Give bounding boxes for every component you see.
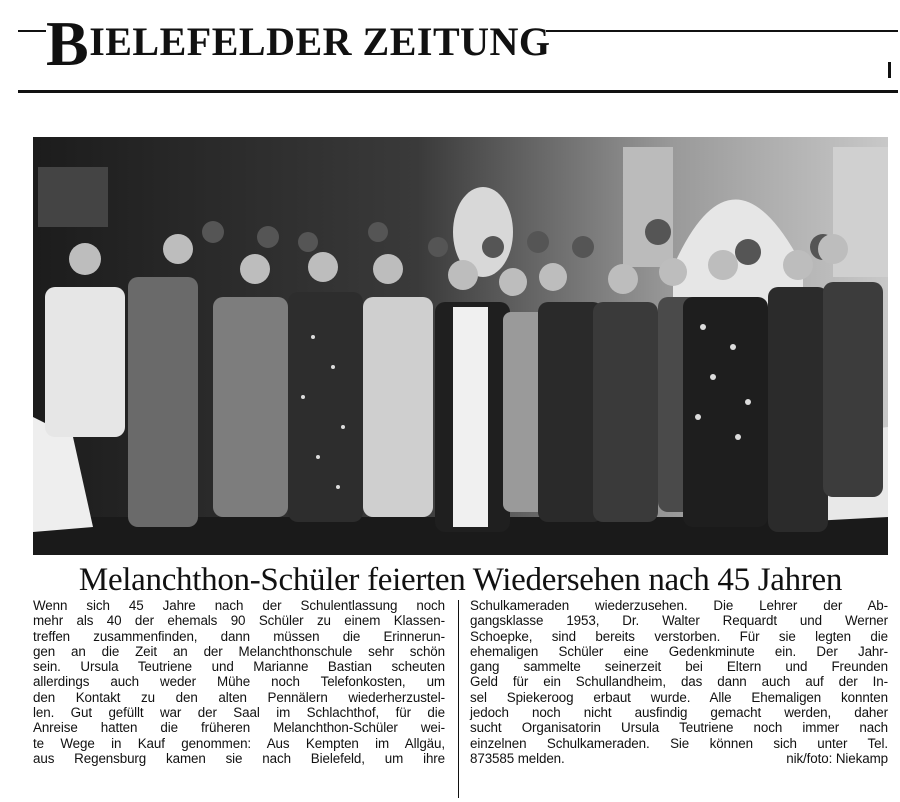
newspaper-masthead [46,8,551,79]
article-text-line: gen an die Zeit an der Melanchthonschule sehr schön [33,643,445,659]
article-text-line: len. Gut gefüllt war der Saal im Schlachthof, für die [33,705,445,721]
article-text-line: allerdings auch weder Mühe noch Telefonkosten, um [33,674,445,690]
group-photo-image [33,137,888,555]
article-text-line: ehemaligen Schüler eine Gedenkminute ein. Der Jahr- [470,643,888,659]
article-text-line: Schoepke, sind bereits verstorben. Für sie legten die [470,628,888,644]
photo-credit: nik/foto: Niekamp [786,750,888,766]
masthead-bottom-rule [18,90,898,93]
article-text-line: Schulkameraden wiederzusehen. Die Lehrer der Ab- [470,598,888,613]
article-text-line: Geld für ein Schullandheim, das dann auch auf der In- [470,674,888,690]
article-text-line: treffen zusammenfinden, dann müssen die Erinnerun- [33,628,445,644]
masthead-title-text: IELEFELDER ZEITUNG [89,19,551,64]
masthead-initial: B [46,8,90,79]
article-text-line: sucht Organisatorin Ursula Teutriene noch immer nach [470,720,888,736]
column-divider [458,600,459,798]
article-column-left [33,598,445,766]
article-text-line: jedoch noch nicht ausfindig gemacht werden, daher [470,705,888,721]
page-edge-mark [888,62,891,78]
article-headline: Melanchthon-Schüler feierten Wiedersehen nach 45 Jahren [78,562,843,598]
group-photo [33,137,888,555]
article-text-line: te Wege in Kauf genommen: Aus Kempten im Allgäu, [33,735,445,751]
article-text-line: mehr als 40 der ehemals 90 Schüler zu einem Klassen- [33,613,445,629]
article-text-line: sel Spiekeroog erbaut wurde. Alle Ehemaligen konnten [470,689,888,705]
article-text-line: gangsklasse 1953, Dr. Walter Requardt und Werner [470,613,888,629]
article-text-line: sein. Ursula Teutriene und Marianne Bastian scheuten [33,659,445,675]
article-text-line: gang sammelte seinerzeit bei Eltern und Freunden [470,659,888,675]
article-text-line: einzelnen Schulkameraden. Sie können sich unter Tel. [470,735,888,751]
article-text-line: 873585 melden. [470,750,565,766]
article-text-line: Wenn sich 45 Jahre nach der Schulentlassung noch [33,598,445,613]
article-column-right [470,598,888,766]
article-closing-line [470,751,888,766]
article-text-line: den Kontakt zu den alten Pennälern wiederherzustel- [33,689,445,705]
article-text-line: aus Regensburg kamen sie nach Bielefeld, um ihre [33,750,445,766]
article-text-line: Anreise hatten die früheren Melanchthon-Schüler wei- [33,720,445,736]
